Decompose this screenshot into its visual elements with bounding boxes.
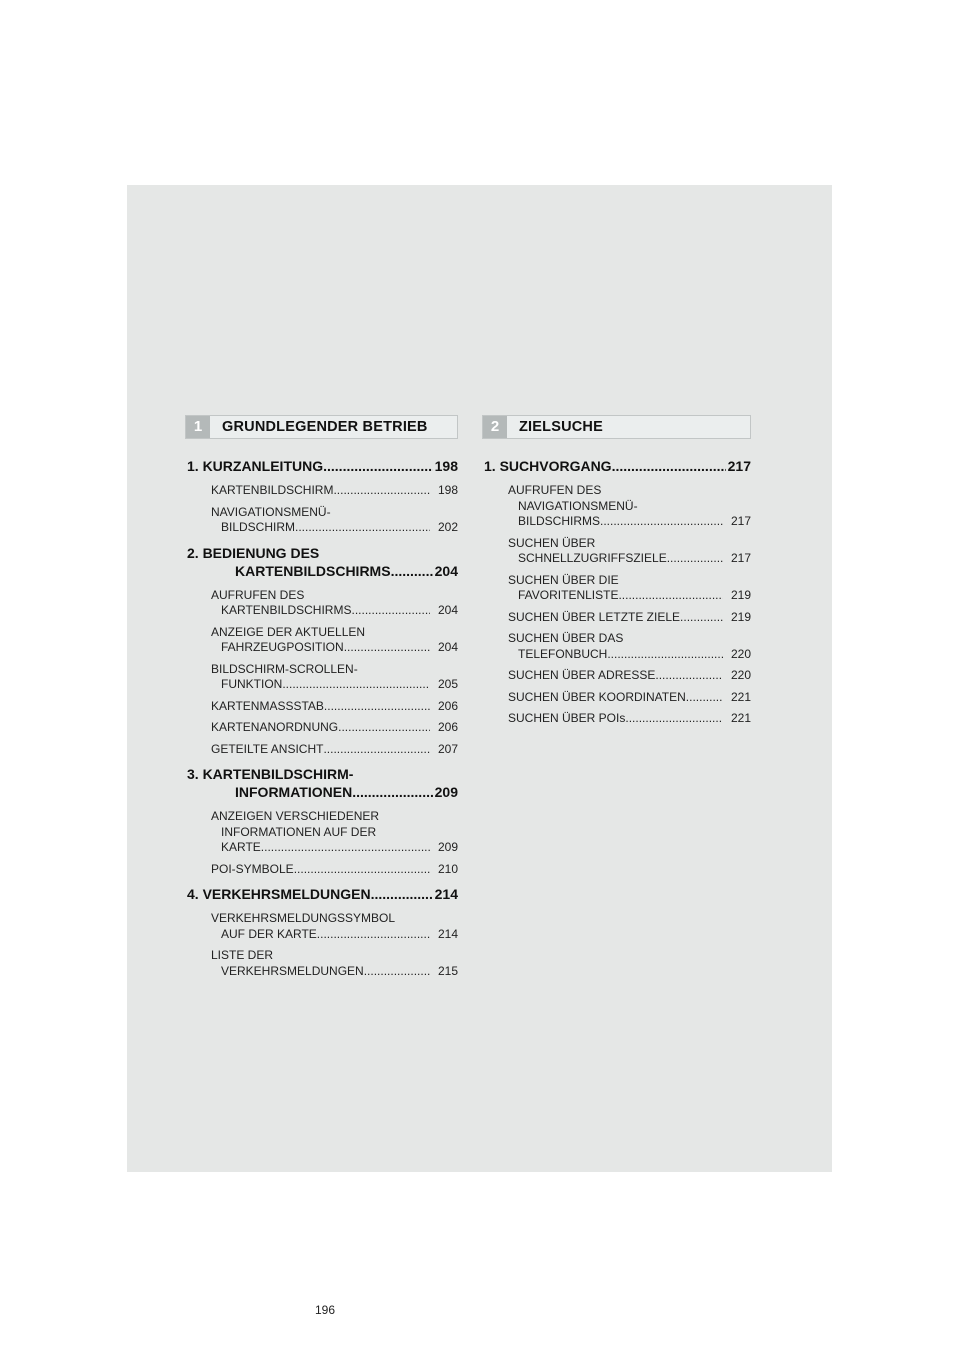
item-page[interactable]: 207	[437, 741, 458, 756]
item-label[interactable]: AUFRUFEN DES	[508, 483, 602, 497]
item-line[interactable]	[482, 499, 751, 515]
leader-dots	[295, 520, 430, 536]
toc-item[interactable]	[185, 948, 458, 979]
toc-item[interactable]	[482, 711, 751, 727]
item-line[interactable]	[185, 699, 458, 715]
page-number: 196	[315, 1303, 336, 1317]
toc-column-2	[482, 415, 751, 735]
item-page[interactable]: 217	[730, 514, 751, 528]
item-line[interactable]	[185, 927, 458, 943]
item-label[interactable]: INFORMATIONEN AUF DER	[221, 824, 377, 839]
item-label[interactable]: GETEILTE ANSICHT	[211, 741, 324, 756]
item-label[interactable]: FAHRZEUGPOSITION	[221, 640, 344, 654]
toc-item[interactable]	[185, 809, 458, 856]
item-page[interactable]: 204	[437, 603, 458, 617]
leader-dots	[324, 699, 430, 715]
chapter-title[interactable]: KARTENBILDSCHIRMS	[235, 562, 391, 579]
item-label[interactable]: SUCHEN ÜBER ADRESSE	[508, 668, 656, 682]
toc-item[interactable]	[185, 625, 458, 656]
chapter-page[interactable]: 204	[434, 562, 458, 579]
chapter-title[interactable]: 1. KURZANLEITUNG	[187, 458, 324, 474]
leader-dots	[351, 603, 430, 619]
chapter-items	[185, 911, 458, 979]
toc-chapter	[185, 765, 458, 877]
leader-dots	[323, 742, 430, 758]
item-line[interactable]	[482, 573, 751, 589]
item-label[interactable]: BILDSCHIRMS	[518, 514, 601, 528]
item-page[interactable]: 219	[730, 588, 751, 602]
chapter-title-line[interactable]	[185, 783, 458, 801]
item-label[interactable]: KARTENMASSSTAB	[211, 698, 324, 713]
item-label[interactable]: VERKEHRSMELDUNGSSYMBOL	[211, 911, 396, 925]
toc-item[interactable]	[482, 610, 751, 626]
toc-item[interactable]	[185, 483, 458, 499]
toc-item[interactable]	[185, 699, 458, 715]
item-line[interactable]	[185, 588, 458, 604]
item-label[interactable]: SUCHEN ÜBER DIE	[508, 572, 619, 587]
toc-column-1	[185, 415, 458, 987]
item-line[interactable]	[482, 690, 751, 706]
toc-entries	[185, 457, 458, 979]
item-line[interactable]	[185, 625, 458, 641]
toc-item[interactable]	[482, 573, 751, 604]
item-line[interactable]	[185, 825, 458, 841]
leader-dots	[338, 720, 430, 736]
leader-dots	[352, 783, 432, 801]
item-line[interactable]	[482, 483, 751, 499]
chapter-title[interactable]: INFORMATIONEN	[235, 784, 353, 800]
page-panel	[127, 185, 832, 1317]
chapter-title[interactable]: 1. SUCHVORGANG	[484, 458, 612, 474]
item-page[interactable]: 198	[437, 483, 458, 497]
leader-dots	[600, 514, 723, 530]
item-page[interactable]: 210	[437, 861, 458, 876]
item-line[interactable]	[185, 662, 458, 678]
item-label[interactable]: FAVORITENLISTE	[518, 588, 619, 602]
toc-item[interactable]	[185, 862, 458, 878]
item-label[interactable]: NAVIGATIONSMENÜ-	[518, 498, 638, 513]
section-title: ZIELSUCHE	[519, 419, 603, 435]
item-label[interactable]: TELEFONBUCH	[518, 646, 608, 661]
item-label[interactable]: KARTENBILDSCHIRM	[211, 483, 334, 497]
toc-item[interactable]	[482, 631, 751, 662]
section-number: 2	[483, 416, 507, 438]
section-number: 1	[186, 416, 210, 438]
item-line[interactable]	[482, 588, 751, 604]
item-line[interactable]	[482, 711, 751, 727]
toc-item[interactable]	[482, 690, 751, 706]
item-page[interactable]: 217	[730, 551, 751, 565]
chapter-title-line[interactable]	[185, 885, 458, 903]
item-label[interactable]: BILDSCHIRM	[221, 520, 296, 534]
item-line[interactable]	[185, 640, 458, 656]
item-line[interactable]	[185, 840, 458, 856]
item-line[interactable]	[185, 603, 458, 619]
chapter-items	[185, 483, 458, 536]
toc-chapter	[185, 457, 458, 536]
item-label[interactable]: SUCHEN ÜBER POIs	[508, 711, 626, 725]
chapter-page[interactable]: 209	[434, 784, 458, 800]
leader-dots	[607, 647, 723, 663]
toc-item[interactable]	[482, 668, 751, 684]
item-page[interactable]: 220	[730, 646, 751, 661]
item-label[interactable]: VERKEHRSMELDUNGEN	[221, 963, 364, 978]
item-line[interactable]	[482, 631, 751, 647]
leader-dots	[294, 862, 430, 878]
section-header	[185, 415, 458, 439]
item-page[interactable]: 215	[437, 963, 458, 978]
item-page[interactable]: 204	[437, 640, 458, 654]
item-line[interactable]	[185, 520, 458, 536]
item-line[interactable]	[185, 862, 458, 878]
leader-dots	[612, 457, 726, 475]
item-label[interactable]: KARTENBILDSCHIRMS	[221, 603, 352, 617]
section-title: GRUNDLEGENDER BETRIEB	[222, 419, 428, 435]
leader-dots	[686, 690, 723, 706]
item-line[interactable]	[482, 551, 751, 567]
item-label[interactable]: NAVIGATIONSMENÜ-	[211, 504, 331, 519]
item-line[interactable]	[185, 911, 458, 927]
chapter-title-line[interactable]	[482, 457, 751, 475]
chapter-title[interactable]: 3. KARTENBILDSCHIRM-	[187, 766, 354, 782]
item-line[interactable]	[482, 610, 751, 626]
item-label[interactable]: BILDSCHIRM-SCROLLEN-	[211, 661, 358, 676]
leader-dots	[364, 964, 430, 980]
item-label[interactable]: SUCHEN ÜBER LETZTE ZIELE	[508, 609, 681, 624]
item-label[interactable]: SCHNELLZUGRIFFSZIELE	[518, 551, 667, 565]
chapter-page[interactable]: 217	[727, 458, 751, 474]
leader-dots	[680, 610, 723, 626]
leader-dots	[371, 885, 433, 903]
toc-chapter	[185, 885, 458, 979]
chapter-title[interactable]: 4. VERKEHRSMELDUNGEN	[187, 886, 371, 902]
leader-dots	[282, 677, 430, 693]
chapter-page[interactable]: 198	[434, 458, 458, 474]
leader-dots	[261, 840, 430, 856]
item-label[interactable]: SUCHEN ÜBER	[508, 535, 596, 550]
item-page[interactable]: 221	[730, 711, 751, 725]
chapter-title-line[interactable]	[185, 457, 458, 475]
leader-dots	[333, 483, 430, 499]
toc-item[interactable]	[185, 588, 458, 619]
toc-item[interactable]	[185, 742, 458, 758]
item-line[interactable]	[482, 536, 751, 552]
section-header	[482, 415, 751, 439]
toc-item[interactable]	[185, 662, 458, 693]
item-label[interactable]: LISTE DER	[211, 948, 274, 962]
item-line[interactable]	[185, 742, 458, 758]
item-line[interactable]	[185, 809, 458, 825]
item-line[interactable]	[482, 668, 751, 684]
toc-item[interactable]	[482, 483, 751, 530]
leader-dots	[323, 457, 433, 475]
leader-dots	[625, 711, 723, 727]
item-line[interactable]	[482, 514, 751, 530]
leader-dots	[667, 551, 723, 567]
toc-chapter	[482, 457, 751, 727]
item-page[interactable]: 202	[437, 520, 458, 534]
item-label[interactable]: AUFRUFEN DES	[211, 587, 305, 602]
item-page[interactable]: 220	[730, 668, 751, 682]
leader-dots	[344, 640, 430, 656]
chapter-items	[185, 809, 458, 877]
item-page[interactable]: 219	[730, 609, 751, 624]
item-line[interactable]	[185, 677, 458, 693]
chapter-items	[185, 588, 458, 758]
item-page[interactable]: 206	[437, 698, 458, 713]
item-label[interactable]: AUF DER KARTE	[221, 926, 317, 941]
item-label[interactable]: ANZEIGEN VERSCHIEDENER	[211, 809, 380, 823]
item-label[interactable]: ANZEIGE DER AKTUELLEN	[211, 624, 366, 639]
item-line[interactable]	[185, 505, 458, 521]
chapter-items	[482, 483, 751, 727]
item-line[interactable]	[185, 720, 458, 736]
chapter-title-line[interactable]	[185, 544, 458, 562]
item-page[interactable]: 205	[437, 677, 458, 691]
toc-item[interactable]	[185, 720, 458, 736]
chapter-page[interactable]: 214	[434, 886, 458, 902]
item-page[interactable]: 209	[437, 840, 458, 854]
item-line[interactable]	[482, 647, 751, 663]
chapter-title[interactable]: 2. BEDIENUNG DES	[187, 544, 320, 561]
toc-entries	[482, 457, 751, 727]
item-line[interactable]	[185, 483, 458, 499]
item-label[interactable]: POI-SYMBOLE	[211, 861, 294, 876]
item-label[interactable]: KARTE	[221, 840, 261, 854]
leader-dots	[391, 562, 433, 580]
item-label[interactable]: FUNKTION	[221, 677, 283, 691]
item-label[interactable]: SUCHEN ÜBER DAS	[508, 631, 624, 645]
item-line[interactable]	[185, 964, 458, 980]
item-page[interactable]: 206	[437, 720, 458, 734]
leader-dots	[618, 588, 723, 604]
leader-dots	[655, 668, 723, 684]
chapter-title-line[interactable]	[185, 765, 458, 783]
toc-item[interactable]	[185, 911, 458, 942]
item-label[interactable]: KARTENANORDNUNG	[211, 720, 339, 734]
item-page[interactable]: 214	[437, 926, 458, 941]
item-label[interactable]: SUCHEN ÜBER KOORDINATEN	[508, 689, 686, 704]
item-line[interactable]	[185, 948, 458, 964]
chapter-title-line[interactable]	[185, 562, 458, 580]
toc-item[interactable]	[185, 505, 458, 536]
toc-chapter	[185, 544, 458, 758]
toc-item[interactable]	[482, 536, 751, 567]
leader-dots	[317, 927, 430, 943]
item-page[interactable]: 221	[730, 689, 751, 704]
